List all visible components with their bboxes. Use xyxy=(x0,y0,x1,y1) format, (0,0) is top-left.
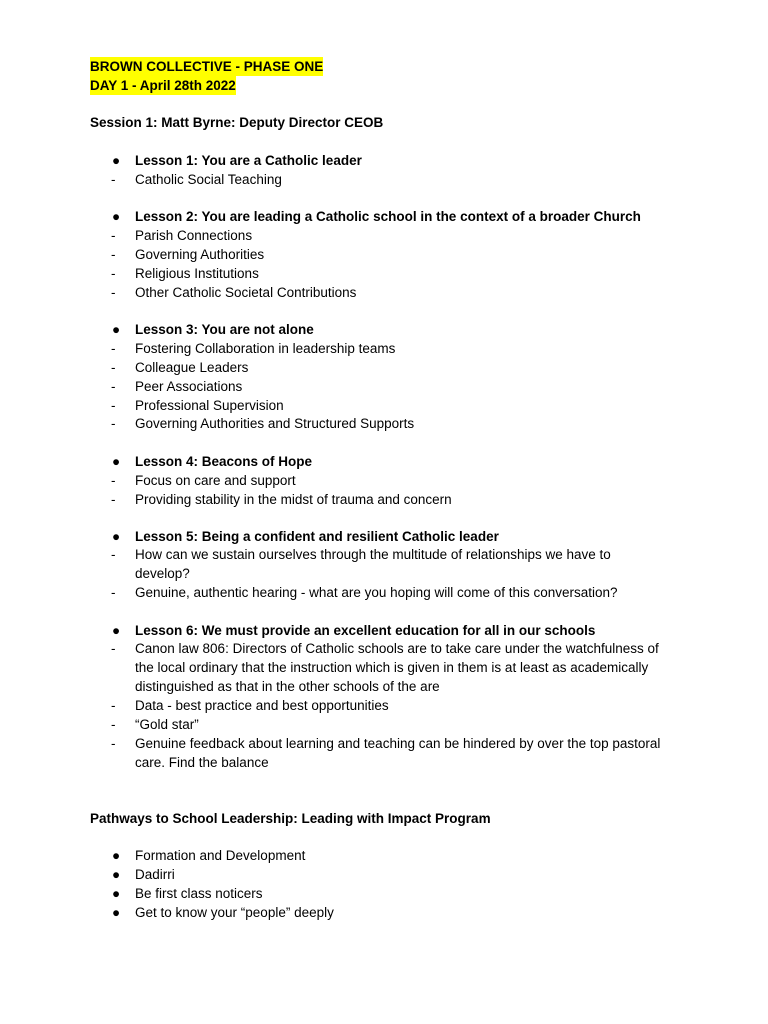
list-item-continuation xyxy=(0,753,768,772)
pathways-item xyxy=(0,903,768,922)
list-item xyxy=(0,226,768,245)
lesson-4-title: Lesson 4: Beacons of Hope xyxy=(135,454,313,469)
dash-marker: - xyxy=(111,379,116,394)
bullet-icon: ● xyxy=(112,905,121,920)
dash-marker: - xyxy=(111,228,116,243)
list-item xyxy=(0,377,768,396)
bullet-icon: ● xyxy=(112,209,121,224)
pathways-item-text: Dadirri xyxy=(135,867,175,882)
list-item-text: Catholic Social Teaching xyxy=(135,172,282,187)
list-item-text: Genuine feedback about learning and teaching can be hindered by over the top pastoral xyxy=(135,736,661,751)
list-item xyxy=(0,245,768,264)
list-item xyxy=(0,358,768,377)
lesson-6-title: Lesson 6: We must provide an excellent education for all in our schools xyxy=(135,623,596,638)
session-heading: Session 1: Matt Byrne: Deputy Director CEOB xyxy=(90,115,384,130)
list-item-text: Governing Authorities and Structured Supports xyxy=(135,416,415,431)
list-item-text: Peer Associations xyxy=(135,379,243,394)
list-item xyxy=(0,696,768,715)
list-item xyxy=(0,545,768,564)
pathways-item-text: Get to know your “people” deeply xyxy=(135,905,334,920)
list-item xyxy=(0,414,768,433)
list-item xyxy=(0,471,768,490)
list-item-text: develop? xyxy=(135,566,190,581)
list-item xyxy=(0,734,768,753)
list-item xyxy=(0,396,768,415)
lesson-5-title: Lesson 5: Being a confident and resilient Catholic leader xyxy=(135,529,499,544)
list-item xyxy=(0,264,768,283)
pathways-item-text: Formation and Development xyxy=(135,848,306,863)
pathways-item xyxy=(0,846,768,865)
document-title: BROWN COLLECTIVE - PHASE ONE xyxy=(90,59,324,74)
list-item-text: Data - best practice and best opportunities xyxy=(135,698,389,713)
list-item-text: Focus on care and support xyxy=(135,473,296,488)
lesson-2-row xyxy=(0,207,768,226)
document-date: DAY 1 - April 28th 2022 xyxy=(90,78,236,93)
list-item-text: Colleague Leaders xyxy=(135,360,249,375)
dash-marker: - xyxy=(111,698,116,713)
dash-marker: - xyxy=(111,473,116,488)
lesson-1-title: Lesson 1: You are a Catholic leader xyxy=(135,153,362,168)
session-heading-line xyxy=(0,113,768,132)
list-item xyxy=(0,490,768,509)
pathways-item xyxy=(0,865,768,884)
dash-marker: - xyxy=(111,736,116,751)
list-item-text: Fostering Collaboration in leadership teams xyxy=(135,341,396,356)
dash-marker: - xyxy=(111,547,116,562)
pathways-item xyxy=(0,884,768,903)
bullet-icon: ● xyxy=(112,867,121,882)
pathways-item-text: Be first class noticers xyxy=(135,886,263,901)
list-item-continuation xyxy=(0,658,768,677)
list-item xyxy=(0,170,768,189)
list-item xyxy=(0,639,768,658)
document-date-line xyxy=(0,76,768,95)
list-item-text: Providing stability in the midst of trauma and concern xyxy=(135,492,452,507)
dash-marker: - xyxy=(111,360,116,375)
lesson-3-title: Lesson 3: You are not alone xyxy=(135,322,314,337)
list-item-continuation xyxy=(0,564,768,583)
list-item-text: How can we sustain ourselves through the multitude of relationships we have to xyxy=(135,547,611,562)
list-item-text: care. Find the balance xyxy=(135,755,269,770)
lesson-5-row xyxy=(0,527,768,546)
bullet-icon: ● xyxy=(112,454,121,469)
bullet-icon: ● xyxy=(112,322,121,337)
dash-marker: - xyxy=(111,492,116,507)
dash-marker: - xyxy=(111,172,116,187)
document-title-line xyxy=(0,57,768,76)
dash-marker: - xyxy=(111,247,116,262)
list-item-text: Other Catholic Societal Contributions xyxy=(135,285,357,300)
bullet-icon: ● xyxy=(112,886,121,901)
lesson-2-title: Lesson 2: You are leading a Catholic school in the context of a broader Church xyxy=(135,209,641,224)
list-item-text: Governing Authorities xyxy=(135,247,265,262)
list-item-text: Canon law 806: Directors of Catholic schools are to take care under the watchfulness of xyxy=(135,641,659,656)
dash-marker: - xyxy=(111,641,116,656)
list-item xyxy=(0,715,768,734)
dash-marker: - xyxy=(111,416,116,431)
list-item xyxy=(0,583,768,602)
dash-marker: - xyxy=(111,266,116,281)
list-item-text: Parish Connections xyxy=(135,228,253,243)
list-item-text: the local ordinary that the instruction which is given in them is at least as academically xyxy=(135,660,649,675)
list-item-continuation xyxy=(0,677,768,696)
lesson-3-row xyxy=(0,320,768,339)
list-item xyxy=(0,339,768,358)
dash-marker: - xyxy=(111,341,116,356)
lesson-1-row xyxy=(0,151,768,170)
dash-marker: - xyxy=(111,285,116,300)
lesson-6-row xyxy=(0,621,768,640)
list-item xyxy=(0,283,768,302)
list-item-text: Religious Institutions xyxy=(135,266,259,281)
bullet-icon: ● xyxy=(112,153,121,168)
list-item-text: distinguished as that in the other schools of the are xyxy=(135,679,440,694)
bullet-icon: ● xyxy=(112,623,121,638)
dash-marker: - xyxy=(111,585,116,600)
list-item-text: Professional Supervision xyxy=(135,398,284,413)
dash-marker: - xyxy=(111,717,116,732)
pathways-heading-line xyxy=(0,809,768,828)
bullet-icon: ● xyxy=(112,529,121,544)
bullet-icon: ● xyxy=(112,848,121,863)
pathways-heading: Pathways to School Leadership: Leading with Impact Program xyxy=(90,811,491,826)
lesson-4-row xyxy=(0,452,768,471)
list-item-text: “Gold star” xyxy=(135,717,199,732)
dash-marker: - xyxy=(111,398,116,413)
list-item-text: Genuine, authentic hearing - what are you hoping will come of this conversation? xyxy=(135,585,618,600)
